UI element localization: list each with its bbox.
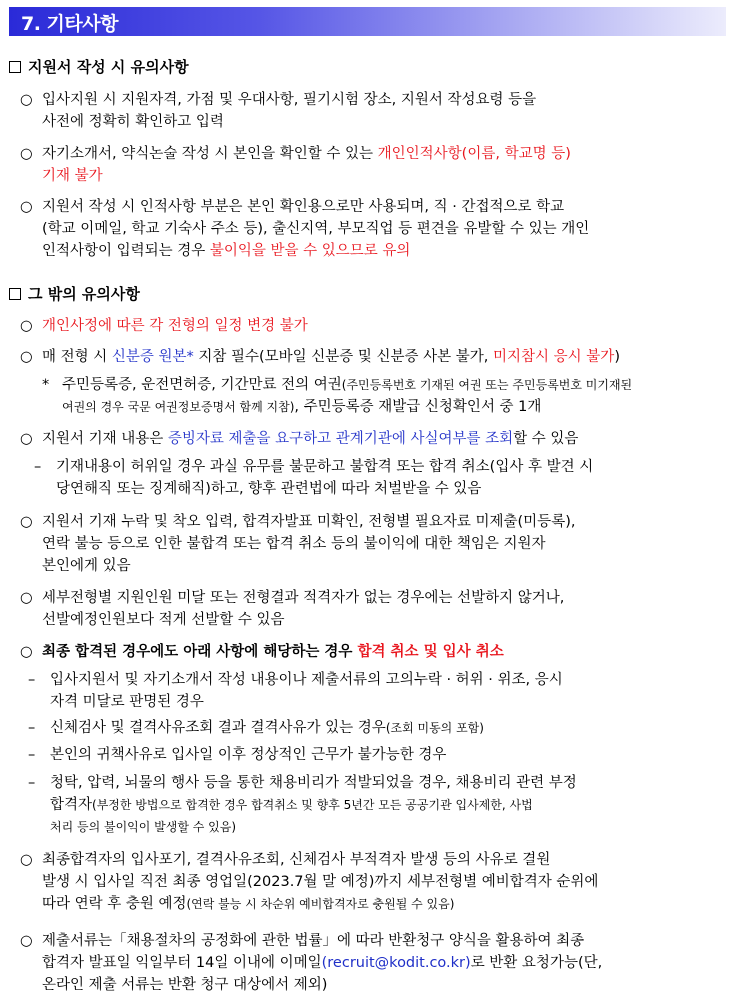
circle-bullet-icon: ○ [20,199,33,215]
circle-bullet-icon: ○ [20,852,33,868]
list-item: 연락 불능 등으로 인한 불합격 또는 합격 취소 등의 불이익에 대한 책임은 지원자 [42,536,546,552]
list-item: 사전에 정확히 확인하고 입력 [42,114,224,130]
list-item: 본인에게 있음 [42,558,131,574]
list-item: 합격자 발표일 익일부터 14일 이내에 이메일(recruit@kodit.co.kr)로 반환 요청가능(단, [42,955,603,971]
section2-heading [9,283,140,304]
circle-bullet-icon: ○ [20,92,33,108]
list-item: (학교 이메일, 학교 기숙사 주소 등), 출신지역, 부모직업 등 편견을 유발할 수 있는 개인 [42,221,590,237]
sub-item: 자격 미달로 판명된 경우 [50,694,204,710]
section1-title: 지원서 작성 시 유의사항 [28,58,189,76]
dash-bullet-icon: – [28,720,36,736]
list-item: 발생 시 입사일 직전 최종 영업일(2023.7월 말 예정)까지 세부전형별 예비합격자 순위에 [42,874,599,890]
list-item: 개인사정에 따른 각 전형의 일정 변경 불가 [42,318,308,334]
email-link[interactable]: (recruit@kodit.co.kr) [321,955,471,971]
sub-item: 기재내용이 허위일 경우 과실 유무를 불문하고 불합격 또는 합격 취소(입사 후 발견 시 [56,459,594,475]
list-item: 최종합격자의 입사포기, 결격사유조회, 신체검사 부적격자 발생 등의 사유로 결원 [42,852,551,868]
circle-bullet-icon: ○ [20,644,33,660]
list-item: 매 전형 시 신분증 원본* 지참 필수(모바일 신분증 및 신분증 사본 불가, 미지참시 응시 불가) [42,349,620,365]
sub-item: 처리 등의 불이익이 발생할 수 있음) [50,820,237,834]
circle-bullet-icon: ○ [20,514,33,530]
sub-item: 본인의 귀책사유로 입사일 이후 정상적인 근무가 불가능한 경우 [50,747,447,763]
checkbox-square-icon [9,288,21,300]
circle-bullet-icon: ○ [20,349,33,365]
circle-bullet-icon: ○ [20,146,33,162]
asterisk-marker: * [42,377,50,393]
dash-bullet-icon: – [34,459,42,475]
sub-item: 입사지원서 및 자기소개서 작성 내용이나 제출서류의 고의누락 · 허위 · 위조, 응시 [50,672,563,688]
list-item: 입사지원 시 지원자격, 가점 및 우대사항, 필기시험 장소, 지원서 작성요령 등을 [42,92,537,108]
list-item: 온라인 제출 서류는 반환 청구 대상에서 제외) [42,977,328,993]
list-item: 지원서 작성 시 인적사항 부분은 본인 확인용으로만 사용되며, 직 · 간접적으로 학교 [42,199,565,215]
dash-bullet-icon: – [28,747,36,763]
section-banner [9,7,726,36]
dash-bullet-icon: – [28,775,36,791]
circle-bullet-icon: ○ [20,318,33,334]
circle-bullet-icon: ○ [20,590,33,606]
sub-item: 신체검사 및 결격사유조회 결과 결격사유가 있는 경우(조회 미동의 포함) [50,720,484,736]
list-item: 지원서 기재 누락 및 착오 입력, 합격자발표 미확인, 전형별 필요자료 미제출(미등록), [42,514,576,530]
list-item: 지원서 기재 내용은 증빙자료 제출을 요구하고 관계기관에 사실여부를 조회할 수 있음 [42,431,579,447]
list-item: 최종 합격된 경우에도 아래 사항에 해당하는 경우 합격 취소 및 입사 취소 [42,644,504,660]
list-item: 세부전형별 지원인원 미달 또는 전형결과 적격자가 없는 경우에는 선발하지 않거나, [42,590,565,606]
section1-heading [9,56,189,77]
section-title: 7. 기타사항 [21,13,118,35]
note-line: 주민등록증, 운전면허증, 기간만료 전의 여권(주민등록번호 기재된 여권 또는 주민등록번호 미기재된 [62,377,633,393]
list-item: 선발예정인원보다 적게 선발할 수 있음 [42,612,285,628]
list-item: 기재 불가 [42,168,103,184]
section2-title: 그 밖의 유의사항 [28,285,140,303]
circle-bullet-icon: ○ [20,431,33,447]
list-item: 자기소개서, 약식논술 작성 시 본인을 확인할 수 있는 개인인적사항(이름, 학교명 등) [42,146,571,162]
sub-item: 합격자(부정한 방법으로 합격한 경우 합격취소 및 향후 5년간 모든 공공기관 입사제한, 사법 [50,797,533,813]
list-item: 따라 연락 후 충원 예정(연락 불능 시 차순위 예비합격자로 충원될 수 있음) [42,896,455,912]
sub-item: 당연해직 또는 징계해직)하고, 향후 관련법에 따라 처벌받을 수 있음 [56,481,482,497]
sub-item: 청탁, 압력, 뇌물의 행사 등을 통한 채용비리가 적발되었을 경우, 채용비리 관련 부정 [50,775,577,791]
note-line: 여권의 경우 국문 여권정보증명서 함께 지참), 주민등록증 재발급 신청확인서 중 1개 [62,399,542,415]
circle-bullet-icon: ○ [20,933,33,949]
list-item: 제출서류는「채용절차의 공정화에 관한 법률」에 따라 반환청구 양식을 활용하여 최종 [42,933,585,949]
list-item: 인적사항이 입력되는 경우 불이익을 받을 수 있으므로 유의 [42,243,411,259]
dash-bullet-icon: – [28,672,36,688]
checkbox-square-icon [9,61,21,73]
